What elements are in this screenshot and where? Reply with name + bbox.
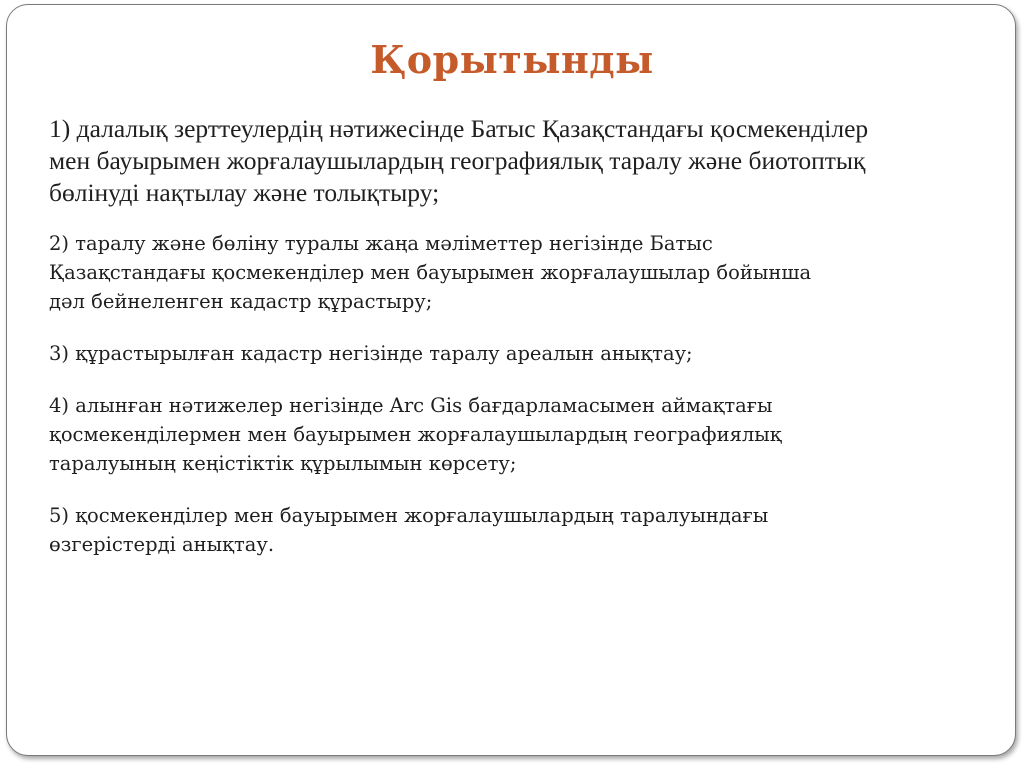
item-5-line-1: 5) қосмекенділер мен бауырымен жорғалаушылардың таралуындағы [49,504,769,527]
slide-title: Қорытынды [370,37,654,82]
slide-frame [6,4,1016,756]
conclusion-item-5 [49,501,949,559]
conclusion-item-2 [49,229,949,316]
conclusion-item-3 [49,339,949,368]
item-3-line-1: 3) құрастырылған кадастр негізінде таралу ареалын анықтау; [49,342,693,365]
item-4-line-1: 4) алынған нәтижелер негізінде Arc Gis бағдарламасымен аймақтағы [49,394,773,417]
item-1-line-3: бөлінуді нақтылау және толықтыру; [49,178,440,207]
item-1-line-1: 1) далалық зерттеулердің нәтижесінде Батыс Қазақстандағы қосмекенділер [49,114,869,143]
item-4-line-2: қосмекенділермен мен бауырымен жорғалаушылардың географиялық [49,423,782,446]
conclusion-item-1 [49,113,989,209]
item-4-line-3: таралуының кеңістіктік құрылымын көрсету; [49,452,517,475]
item-2-line-2: Қазақстандағы қосмекенділер мен бауырымен жорғалаушылар бойынша [49,261,812,284]
item-1-line-2: мен бауырымен жорғалаушылардың географиялық таралу және биотоптық [49,146,866,175]
item-2-line-1: 2) таралу және бөліну туралы жаңа мәліметтер негізінде Батыс [49,232,713,255]
item-5-line-2: өзгерістерді анықтау. [49,533,275,556]
item-2-line-3: дәл бейнеленген кадастр құрастыру; [49,290,433,313]
conclusion-item-4 [49,391,949,478]
